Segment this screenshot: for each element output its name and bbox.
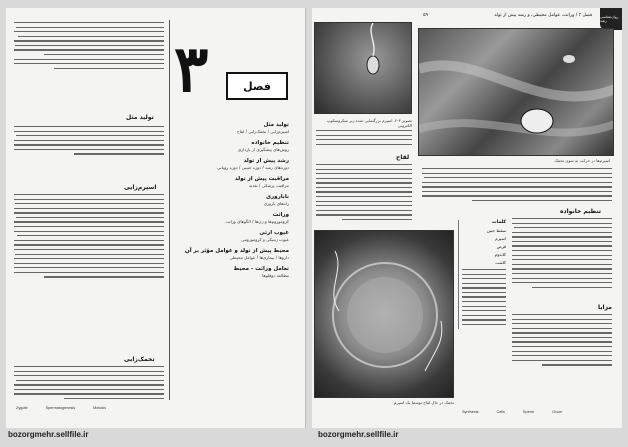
- sidebar-item: سقط جنین: [486, 228, 506, 233]
- sidebar-title: کلمات: [492, 220, 506, 225]
- toc-item: تعامل وراثت - محیط مطالعه دوقلوها: [233, 266, 289, 278]
- running-header-text: فصل ۳ / وراثت، عوامل محیطی، و رشد پیش از تولد: [494, 12, 592, 18]
- toc-item: وراثت کروموزوم‌ها و ژن‌ها / الگوهای وراثت: [225, 212, 289, 224]
- right-left-col-text: [316, 130, 412, 148]
- page-number-text: ۵۹: [423, 12, 428, 18]
- toc-item: محیط پیش از تولد و عوامل مؤثر بر آن داروها / بیماری‌ها / عوامل محیطی: [185, 248, 289, 260]
- right-footer-url[interactable]: bozorgmehr.sellfile.ir: [318, 430, 399, 439]
- footnote: Ovum: [552, 410, 563, 414]
- sidebar-item: کاشت: [495, 260, 506, 265]
- section-heading-oogenesis: تخمک‌زایی: [124, 356, 155, 363]
- left-page: [6, 8, 306, 428]
- footnote: Meiosis: [93, 406, 107, 410]
- sidebar-item: قرص: [496, 244, 506, 249]
- chapter-label: فصل: [243, 79, 271, 93]
- right-col-text-3: [512, 314, 612, 369]
- caption-mid: اسپرم‌ها در حرکت به سوی تخمک: [554, 158, 610, 163]
- footnote: Spermatogenesis: [45, 406, 76, 410]
- sidebar-item: کاندوم: [494, 252, 506, 257]
- running-header: [432, 8, 592, 22]
- left-footnotes: [16, 406, 106, 410]
- toc-item: ناباروری راه‌های باروری: [263, 194, 289, 206]
- book-badge-text: روان‌شناسی رشد: [600, 15, 619, 23]
- right-left-col-text-2: [316, 164, 412, 224]
- caption-bottom: تخمک در حال لقاح توسط یک اسپرم: [394, 400, 454, 405]
- oogenesis-paragraph: [14, 366, 164, 403]
- footnote: Cells: [496, 410, 505, 414]
- reproduction-paragraph: [14, 126, 164, 158]
- sperm-illustration: [315, 23, 412, 114]
- toc-item: مراقبت پیش از تولد مراقبت پزشکی / تغذیه: [234, 176, 289, 188]
- spermatogenesis-paragraph: [14, 194, 164, 281]
- fertilization-micrograph: [418, 28, 614, 156]
- footnote: Zygote: [16, 406, 28, 410]
- intro-paragraph: [14, 22, 164, 72]
- heading-mazaya: مزایا: [598, 304, 613, 311]
- right-col-text-1: [422, 168, 612, 205]
- right-page: [312, 8, 622, 428]
- page-number: [410, 8, 428, 22]
- left-footer-url[interactable]: bozorgmehr.sellfile.ir: [8, 430, 89, 439]
- heading-lakah: لقاح: [396, 154, 410, 161]
- right-footnotes: [462, 410, 562, 414]
- section-heading-spermatogenesis: اسپرم‌زایی: [124, 184, 157, 191]
- key-terms-sidebar: [458, 220, 506, 329]
- toc-item: رشد پیش از تولد دوره‌های رشد / دوره جنینی / دوره رویانی: [217, 158, 289, 170]
- heading-family: تنظیم خانواده: [560, 208, 602, 215]
- ovum-illustration: [315, 231, 454, 398]
- sidebar-item: اسپرم: [495, 236, 506, 241]
- toc-item: تولید مثل اسپرم‌زایی / تخمک‌زایی / لقاح: [236, 122, 289, 134]
- chapter-number: ۳: [174, 32, 209, 107]
- footnote: Sperm: [522, 410, 535, 414]
- chapter-outline: [174, 116, 289, 278]
- toc-item: تنظیم خانواده روش‌های پیشگیری از بارداری: [237, 140, 289, 152]
- footnote: Synthesis: [462, 410, 479, 414]
- toc-item: عیوب ارثی عیوب ژنتیکی و کروموزومی: [241, 230, 289, 242]
- caption-top: تصویر ۳-۲. اسپرم بزرگنمایی شده زیر میکروسکوپ الکترونی: [326, 118, 412, 128]
- chapter-label-box: [226, 72, 288, 100]
- egg-micrograph: [314, 230, 454, 398]
- book-badge: [600, 8, 622, 30]
- column-divider: [169, 20, 170, 400]
- section-heading-reproduction: تولید مثل: [126, 114, 154, 121]
- egg-illustration: [419, 29, 614, 156]
- right-col-text-2: [512, 218, 612, 291]
- sperm-micrograph: [314, 22, 412, 114]
